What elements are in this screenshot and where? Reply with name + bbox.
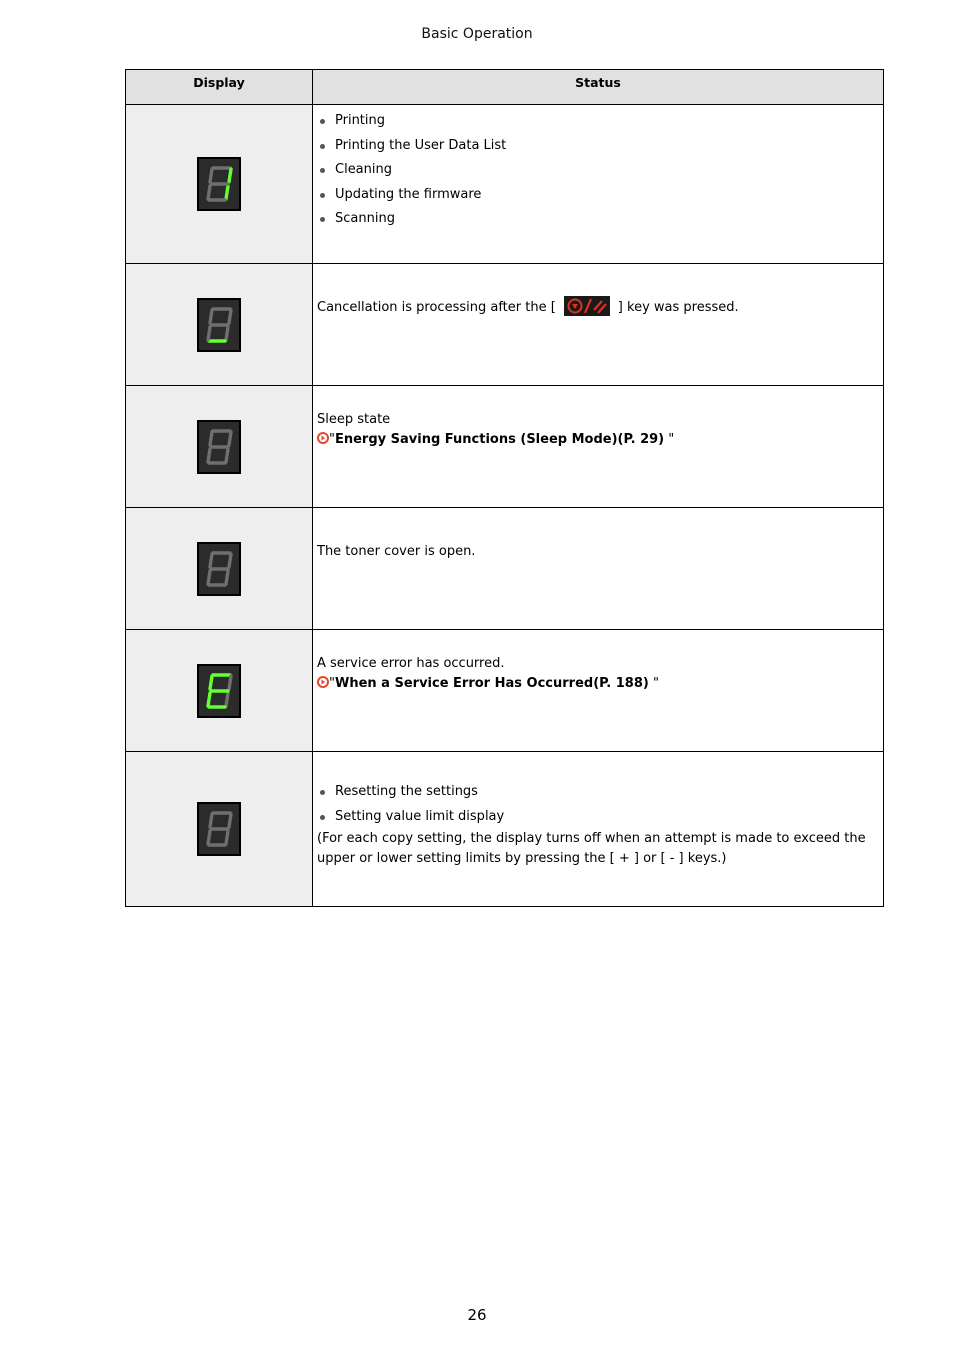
- status-bullet-list: [317, 780, 880, 829]
- status-text: Sleep state: [317, 412, 391, 427]
- segment-b: [229, 432, 231, 445]
- status-bullet-list: [317, 109, 880, 232]
- reference-link[interactable]: [317, 430, 880, 450]
- link-quote: ": [329, 432, 335, 447]
- display-cell: [126, 264, 313, 386]
- segment-f: [210, 310, 212, 323]
- link-quote: ": [648, 676, 659, 691]
- stop-reset-key-icon: [564, 296, 610, 316]
- status-cell: [313, 752, 884, 907]
- status-cell: [313, 264, 884, 386]
- segment-b: [229, 310, 231, 323]
- segment-e: [208, 186, 210, 199]
- list-item: Resetting the settings: [317, 780, 880, 805]
- status-text: The toner cover is open.: [317, 544, 476, 559]
- segment-b: [229, 554, 231, 567]
- table-row: [126, 508, 884, 630]
- table-row: [126, 264, 884, 386]
- list-item: Printing the User Data List: [317, 134, 880, 159]
- segment-f: [210, 169, 212, 182]
- list-item: Cleaning: [317, 158, 880, 183]
- status-note: (For each copy setting, the display turns off when an attempt is made to exceed the upper or lower setting limits by pressing the [ + ] or [ - ] keys.): [317, 831, 866, 867]
- list-item: Setting value limit display: [317, 805, 880, 830]
- segment-f: [210, 554, 212, 567]
- link-quote: ": [329, 676, 335, 691]
- arrow-circle-icon: [317, 676, 329, 688]
- display-cell: [126, 105, 313, 264]
- seven-segment-off-icon: [197, 802, 241, 856]
- status-text: Cancellation is processing after the [: [317, 300, 556, 315]
- table-row: [126, 105, 884, 264]
- segment-c: [226, 186, 228, 199]
- status-text: A service error has occurred.: [317, 656, 505, 671]
- segment-e: [208, 831, 210, 844]
- seven-segment-bottom-bar-icon: [197, 298, 241, 352]
- segment-e: [208, 449, 210, 462]
- segment-b: [229, 814, 231, 827]
- seven-segment-letter-e-icon: [197, 664, 241, 718]
- seven-segment-digit-1-icon: [197, 157, 241, 211]
- table-row: [126, 386, 884, 508]
- table-row: [126, 752, 884, 907]
- display-cell: [126, 752, 313, 907]
- segment-f: [210, 676, 212, 689]
- segment-c: [226, 693, 228, 706]
- status-table: [125, 69, 884, 907]
- segment-c: [226, 327, 228, 340]
- display-cell: [126, 508, 313, 630]
- segment-f: [210, 432, 212, 445]
- segment-c: [226, 831, 228, 844]
- table-row: [126, 630, 884, 752]
- seven-segment-off-icon: [197, 542, 241, 596]
- page-header-title: Basic Operation: [421, 26, 533, 42]
- segment-c: [226, 571, 228, 584]
- list-item: Scanning: [317, 207, 880, 232]
- status-cell: [313, 508, 884, 630]
- segment-c: [226, 449, 228, 462]
- display-cell: [126, 630, 313, 752]
- link-text[interactable]: Energy Saving Functions (Sleep Mode)(P. 29): [334, 432, 665, 447]
- list-item: Updating the firmware: [317, 183, 880, 208]
- arrow-circle-icon: [317, 432, 329, 444]
- page-number: 26: [467, 1306, 487, 1324]
- column-header-status: Status: [313, 70, 884, 105]
- status-cell: [313, 630, 884, 752]
- link-quote: ": [664, 432, 675, 447]
- column-header-display: Display: [126, 70, 313, 105]
- segment-e: [208, 693, 210, 706]
- reference-link[interactable]: [317, 674, 880, 694]
- segment-b: [229, 676, 231, 689]
- status-text: ] key was pressed.: [617, 300, 739, 315]
- list-item: Printing: [317, 109, 880, 134]
- status-cell: [313, 386, 884, 508]
- seven-segment-off-icon: [197, 420, 241, 474]
- status-cell: [313, 105, 884, 264]
- link-text[interactable]: When a Service Error Has Occurred(P. 188): [334, 676, 649, 691]
- display-cell: [126, 386, 313, 508]
- segment-b: [229, 169, 231, 182]
- segment-f: [210, 814, 212, 827]
- segment-e: [208, 327, 210, 340]
- segment-e: [208, 571, 210, 584]
- table-header-row: [126, 70, 884, 105]
